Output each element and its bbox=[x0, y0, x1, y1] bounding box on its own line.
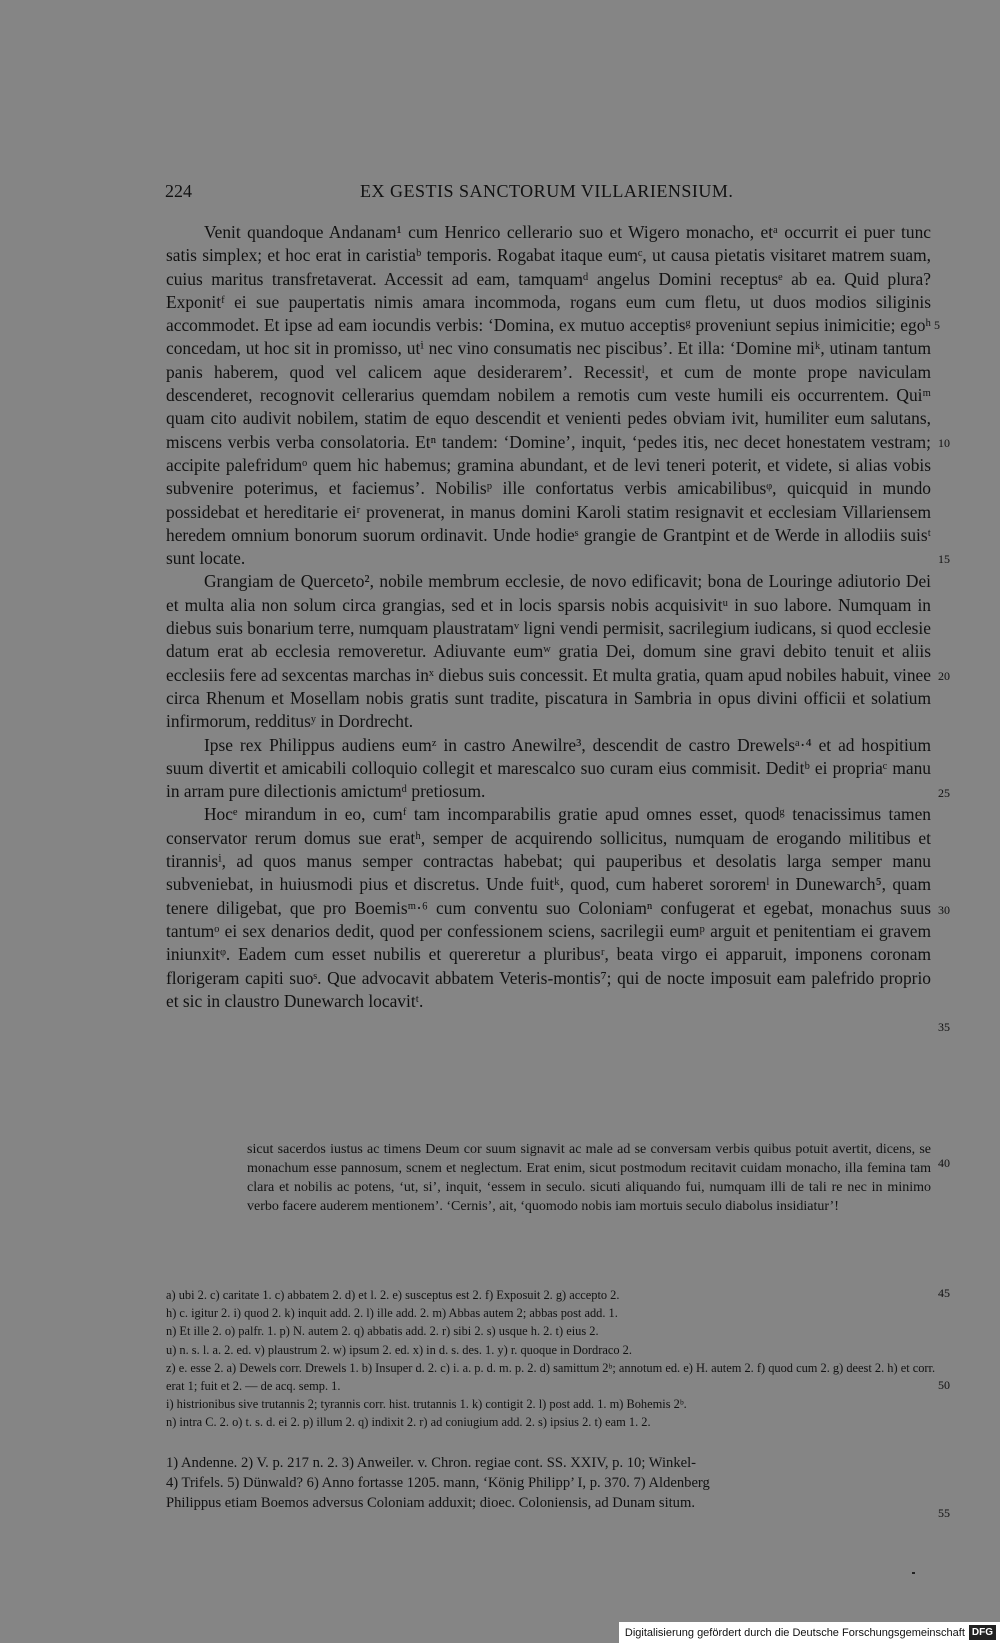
dfg-logo: DFG bbox=[969, 1625, 996, 1640]
apparatus-line: i) histrionibus sive trutannis 2; tyrannis corr. hist. trutannis 1. k) contigit 2. l) post add. 1. m) Bohemis 2ᵇ. bbox=[166, 1397, 687, 1412]
apparatus-line: n) intra C. 2. o) t. s. d. ei 2. p) illum 2. q) indixit 2. r) ad coniugium add. 2. s) ipsius 2. t) eam 1. 2. bbox=[166, 1415, 651, 1430]
line-number: 35 bbox=[938, 1020, 950, 1034]
line-number: 15 bbox=[938, 552, 950, 566]
variant-note bbox=[247, 1140, 931, 1216]
line-number: 10 bbox=[938, 436, 950, 450]
footnotes bbox=[166, 1453, 936, 1513]
apparatus-line: h) c. igitur 2. i) quod 2. k) inquit add. 2. l) ille add. 2. m) Abbas autem 2; abbas post add. 1. bbox=[166, 1306, 618, 1321]
paragraph: Hocᵉ mirandum in eo, cumᶠ tam incomparabilis gratie apud omnes esset, quodᵍ tenacissimus tamen conservator rerum domus sue eratʰ, semper de acquirendo sollicitus, numquam de erogando militibus et tirannisⁱ, ad quos manus semper contractas habebat; qui pauperibus et desolatis larga semper manu subveniebat, in huiusmodi pius et discretus. Unde fuitᵏ, quod, cum haberet sororemˡ in Dunewarch⁵, quam tenere diligebat, que pro Boemisᵐ·⁶ cum conventu suo Coloniamⁿ confugerat et egebat, monachus suus tantumᵒ ei sex denarios dedit, quod per confessionem sciens, sacrilegii eumᵖ arguit et penitentiam ei gravem iniunxitᵠ. Eadem cum esset nubilis et quereretur a pluribusʳ, beata virgo ei apparuit, imponens coronam florigeram capiti suoˢ. Que advocavit abbatem Veteris-montis⁷; qui de nocte imposuit eam palefrido proprio et sic in claustro Dunewarch locavitᵗ. bbox=[166, 804, 931, 1011]
digitization-footer bbox=[619, 1622, 1000, 1643]
line-number: 30 bbox=[938, 903, 950, 917]
ink-speck bbox=[912, 1572, 915, 1574]
page-number: 224 bbox=[165, 181, 192, 201]
line-number: 5 bbox=[934, 318, 940, 332]
critical-apparatus bbox=[166, 1286, 936, 1432]
footer-credit: Digitalisierung gefördert durch die Deutsche Forschungsgemeinschaft bbox=[624, 1626, 965, 1639]
variant-note-text: sicut sacerdos iustus ac timens Deum cor suum signavit ac male ad se conversam verbis quibus potuit avertit, dicens, se monachum esse pannosum, scnem et neglectum. Erat enim, sicut postmodum recitavit cuidam monacho, illa femina tam clara et nobilis ac potens, ‘ut, si’, inquit, ‘essem in seculo. sicuti aliquando fui, numquam illi de tali re nec in minimo verbo facere auderem mentionem’. ‘Cernis’, ait, ‘quomodo nobis iam mortuis seculo diabolus insidiatur’! bbox=[247, 1142, 931, 1214]
line-number: 55 bbox=[938, 1506, 950, 1520]
apparatus-line: z) e. esse 2. a) Dewels corr. Drewels 1. b) Insuper d. 2. c) i. a. p. d. m. p. 2. d) samittum 2ᵇ; annotum ed. e) H. autem 2. f) quod cum 2. g) deest 2. h) et corr. erat 1; fuit et 2. — de acq. semp. 1. bbox=[166, 1360, 936, 1394]
paragraph: Ipse rex Philippus audiens eumᶻ in castro Anewilre³, descendit de castro Drewelsᵃ·⁴ et ad hospitium suum divertit et amicabili colloquio collegit et marescalco suo curam eius commisit. Deditᵇ ei propriaᶜ manu in arram pure dilectionis amictumᵈ pretiosum. bbox=[166, 734, 931, 802]
line-number: 20 bbox=[938, 669, 950, 683]
paragraph: Venit quandoque Andanam¹ cum Henrico cellerario suo et Wigero monacho, etᵃ occurrit ei puer tunc satis simplex; et hoc erat in caristiaᵇ temporis. Rogabat itaque eumᶜ, ut causa pietatis visitaret matrem suam, cuius maritus transfretaverat. Accessit ad eam, tamquamᵈ angelus Domini receptusᵉ ab ea. Quid plura? Exponitᶠ ei sue paupertatis nimis amara incommoda, rogans eum cum fletu, ut duos modios siliginis accommodet. Et ipse ad eam iocundis verbis: ‘Domina, ex mutuo acceptisᵍ proveniunt sepius inimicitie; egoʰ concedam, ut hoc sit in promisso, utⁱ nec vino consumatis nec piscibus’. Et illa: ‘Domine miᵏ, utinam tantum panis haberem, quod vel calicem aque desiderarem’. Recessitˡ, et cum de monte prope naviculam descenderet, recognovit cellerarius quemdam nobilem a remotis cum veste humili eis occurrentem. Quiᵐ quam cito audivit nobilem, statim de equo descendit et venienti pedes obviam ivit, humiliter eum salutans, miscens verbis verba consolatoria. Etⁿ tandem: ‘Domine’, inquit, ‘pedes itis, nec decet honestatem vestram; accipite palefridumᵒ quem hic habemus; gramina abundant, et de levi teneri poterit, et videte, si alias vobis subvenire poterimus, et faciemus’. Nobilisᵖ ille confortatus verbis amicabilibusᵠ, quicquid in mundo possidebat et hereditarie eiʳ provenerat, in manus domini Karoli statim resignavit et ecclesiam Villariensem heredem omnium bonorum suorum ordinavit. Unde hodieˢ grangie de Grantpint et de Werde in allodiis suisᵗ sunt locate. bbox=[166, 222, 931, 569]
footnote-line: 1) Andenne. 2) V. p. 217 n. 2. 3) Anweiler. v. Chron. regiae cont. SS. XXIV, p. 10; Winkel- bbox=[166, 1455, 697, 1471]
footnote-line: 4) Trifels. 5) Dünwald? 6) Anno fortasse 1205. mann, ‘König Philipp’ I, p. 370. 7) Aldenberg bbox=[166, 1475, 710, 1491]
line-number: 40 bbox=[938, 1156, 950, 1170]
running-header bbox=[165, 181, 935, 205]
apparatus-line: u) n. s. l. a. 2. ed. v) plaustrum 2. w) ipsum 2. ed. x) in d. s. des. 1. y) r. quoque in Dordraco 2. bbox=[166, 1342, 632, 1357]
paragraph: Grangiam de Querceto², nobile membrum ecclesie, de novo edificavit; bona de Louringe adiutorio Dei et multa alia non solum circa grangias, sed et in locis sparsis nobis acquisivitᵘ in suo labore. Numquam in diebus suis bonarium terre, numquam plaustratamᵛ ligni vendi permisit, sacrilegium iudicans, si quod ecclesie datum erat ab ecclesia removeretur. Adiuvante eumʷ gratia Dei, domum sine gravi debito tenuit et aliis ecclesiis fere ad sexcentas marchas inˣ diebus suis concessit. Et multa gratia, quam apud nobiles habuit, vinee circa Rhenum et Mosellam nobis gratis sunt tradite, piscatura in Sambria in opus divini officii et solatium infirmorum, redditusʸ in Dordrecht. bbox=[166, 571, 931, 732]
apparatus-line: n) Et ille 2. o) palfr. 1. p) N. autem 2. q) abbatis add. 2. r) sibi 2. s) usque h. 2. t) eius 2. bbox=[166, 1324, 599, 1339]
apparatus-line: a) ubi 2. c) caritate 1. c) abbatem 2. d) et l. 2. e) susceptus est 2. f) Exposuit 2. g) accepto 2. bbox=[166, 1288, 620, 1302]
line-number: 25 bbox=[938, 786, 950, 800]
main-text bbox=[166, 221, 931, 1013]
running-title: EX GESTIS SANCTORUM VILLARIENSIUM. bbox=[360, 181, 734, 201]
line-number: 45 bbox=[938, 1286, 950, 1300]
footnote-line: Philippus etiam Boemos adversus Coloniam adduxit; dioec. Coloniensis, ad Dunam situm. bbox=[166, 1495, 695, 1511]
line-number: 50 bbox=[938, 1378, 950, 1392]
